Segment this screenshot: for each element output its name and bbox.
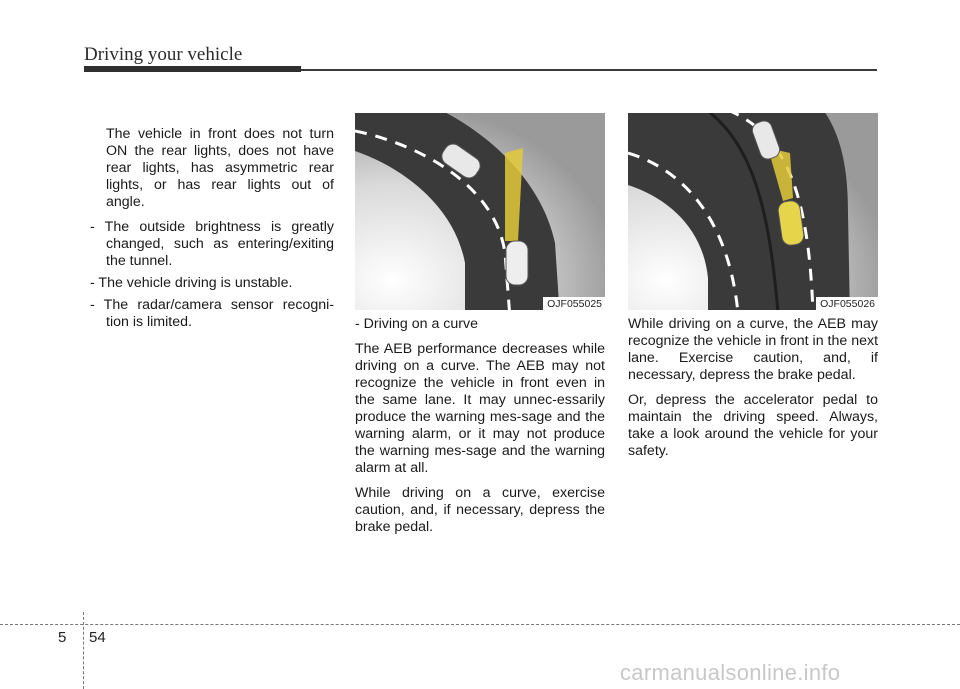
subheading: - Driving on a curve — [355, 316, 479, 332]
bullet-item: - The radar/camera sensor recogni-tion is limited. — [90, 297, 334, 330]
chapter-number: 5 — [58, 629, 67, 646]
column-middle — [355, 316, 605, 544]
page-number: 54 — [89, 629, 106, 646]
figure-curve-same-lane — [355, 113, 605, 310]
header-bar — [84, 66, 301, 72]
footer-rule — [0, 624, 960, 625]
intro-paragraph: The vehicle in front does not turn ON the rear lights, does not have rear lights, has asymmetric rear lights, or has rear lights out of angle. — [106, 126, 334, 210]
curve-illustration — [355, 113, 605, 310]
column-right — [628, 316, 878, 468]
header-rule — [301, 69, 877, 71]
footer-divider — [83, 612, 84, 689]
own-vehicle-icon — [506, 241, 528, 285]
body-paragraph: Or, depress the accelerator pedal to maintain the driving speed. Always, take a look around the vehicle for your safety. — [628, 392, 878, 459]
body-paragraph: While driving on a curve, exercise caution, and, if necessary, depress the brake pedal. — [355, 485, 605, 535]
bullet-item: - The outside brightness is greatly changed, such as entering/exiting the tunnel. — [90, 219, 334, 269]
body-paragraph: While driving on a curve, the AEB may recognize the vehicle in front in the next lane. Exercise caution, and, if necessary, depress the brake pedal. — [628, 316, 879, 383]
curve-illustration — [628, 113, 878, 310]
figure-curve-next-lane — [628, 113, 878, 310]
body-paragraph: The AEB performance decreases while driving on a curve. The AEB may not recognize the vehicle in front even in the same lane. It may unnec-essarily produce the warning mes-sage and the warning alarm, or it may not produce the warning mes-sage and the warning alarm at all. — [355, 341, 605, 476]
section-title: Driving your vehicle — [84, 44, 243, 65]
watermark: carmanualsonline.info — [620, 660, 841, 685]
bullet-item: - The vehicle driving is unstable. — [90, 275, 293, 291]
column-left — [84, 126, 334, 336]
figure-code: OJF055025 — [543, 297, 605, 310]
figure-code: OJF055026 — [816, 297, 878, 310]
